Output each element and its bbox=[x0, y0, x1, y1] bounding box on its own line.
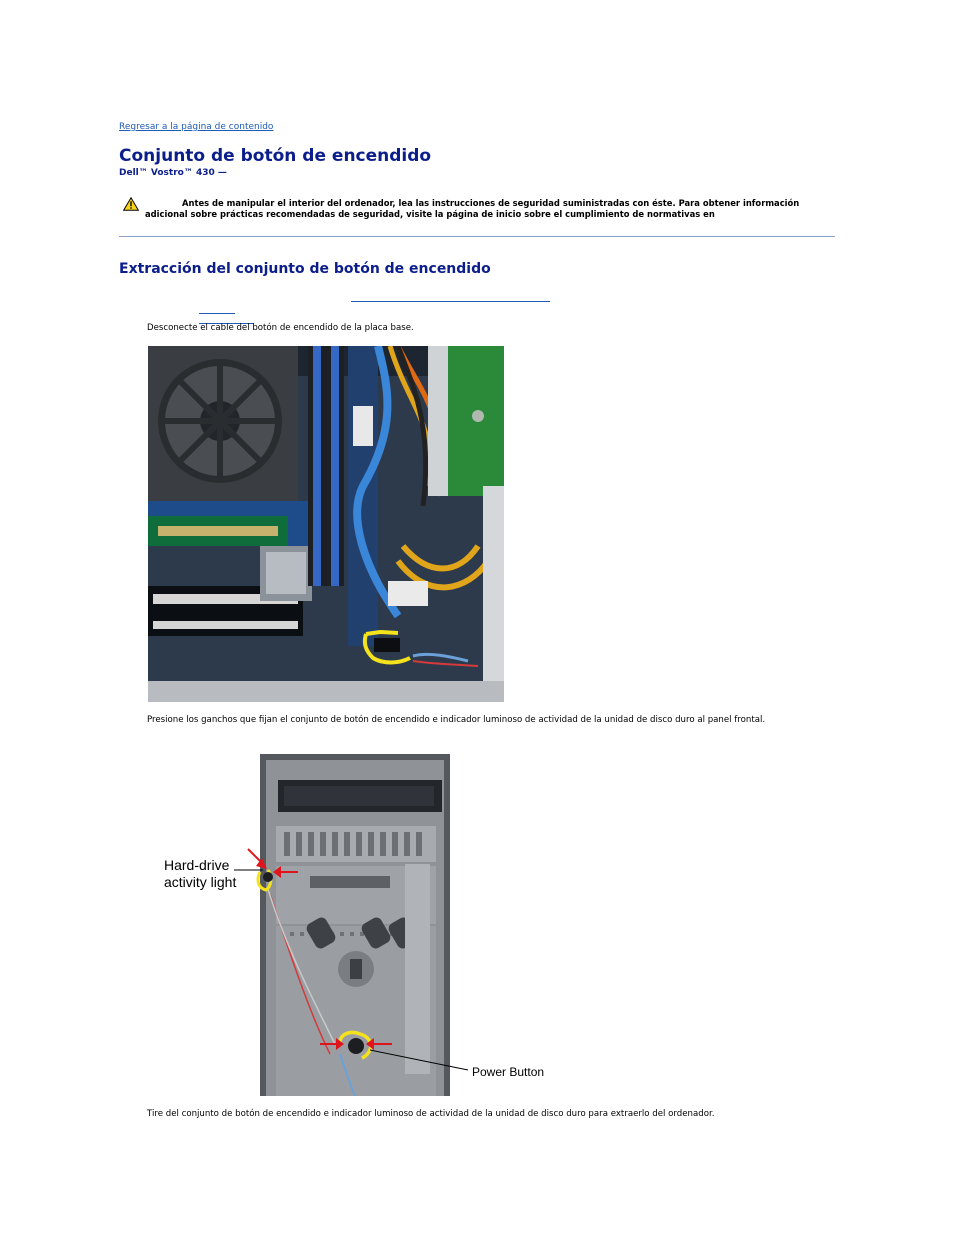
warning-line-1: Antes de manipular el interior del ordenador, lea las instrucciones de seguridad suministradas con éste. Para obtener información bbox=[182, 198, 800, 208]
power-button-label: Power Button bbox=[472, 1065, 545, 1079]
product-subtitle: Dell™ Vostro™ 430 — bbox=[119, 168, 227, 178]
inline-link-underline[interactable] bbox=[199, 313, 235, 314]
warning-line-2: adicional sobre prácticas recomendadas de seguridad, visite la página de inicio sobre el cumplimiento de normativas en bbox=[145, 208, 715, 219]
warning-triangle-icon bbox=[123, 197, 139, 211]
back-to-contents-link[interactable]: Regresar a la página de contenido bbox=[119, 122, 274, 132]
inline-link-underline[interactable] bbox=[351, 301, 550, 302]
motherboard-cable-photo bbox=[148, 346, 504, 702]
hdd-light-label-line2: activity light bbox=[164, 874, 237, 890]
section-title: Extracción del conjunto de botón de encendido bbox=[119, 261, 491, 277]
warning-note bbox=[145, 198, 825, 219]
page-title: Conjunto de botón de encendido bbox=[119, 146, 432, 166]
hdd-light-label-line1: Hard-drive bbox=[164, 857, 230, 873]
front-panel-photo bbox=[160, 754, 552, 1096]
section-divider bbox=[119, 236, 835, 237]
step-3-text: Tire del conjunto de botón de encendido e indicador luminoso de actividad de la unidad de disco duro para extraerlo del ordenador. bbox=[147, 1109, 715, 1119]
step-1-text: Desconecte el cable del botón de encendido de la placa base. bbox=[147, 323, 414, 333]
step-2-text: Presione los ganchos que fijan el conjunto de botón de encendido e indicador luminoso de actividad de la unidad de disco duro al panel frontal. bbox=[147, 715, 766, 725]
